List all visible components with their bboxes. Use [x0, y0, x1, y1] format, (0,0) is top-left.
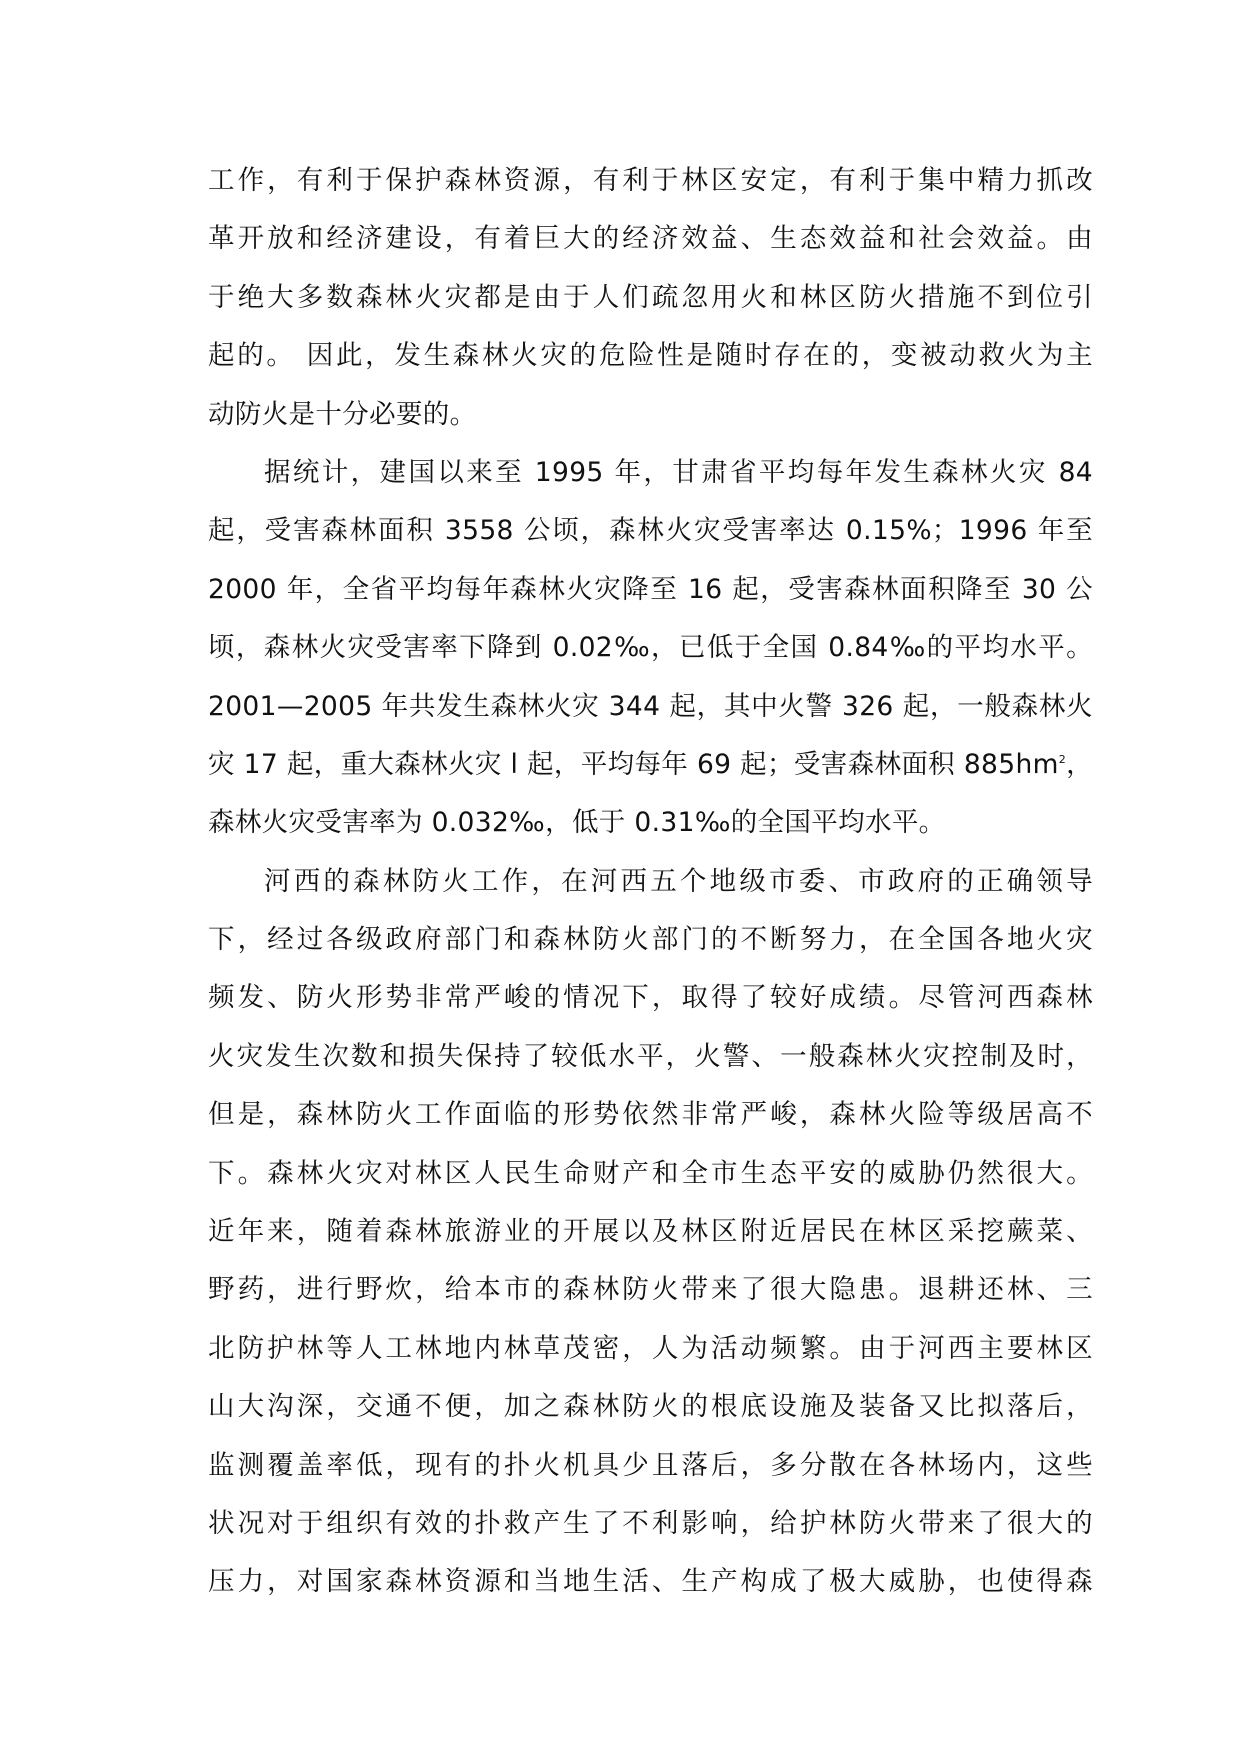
text-line	[208, 1437, 1093, 1495]
text-line-content: 2000 年，全省平均每年森林火灾降至 16 起，受害森林面积降至 30 公	[208, 573, 1093, 605]
text-line-content: 森林火灾受害率为 0.032‰，低于 0.31‰的全国平均水平。	[208, 807, 946, 839]
text-line	[208, 1320, 1093, 1378]
text-line-content: 下，经过各级政府部门和森林防火部门的不断努力，在全国各地火灾	[208, 924, 1093, 956]
text-line-content: 工作，有利于保护森林资源，有利于林区安定，有利于集中精力抓改	[208, 165, 1093, 196]
text-line-content: 北防护林等人工林地内林草茂密，人为活动频繁。由于河西主要林区	[208, 1332, 1093, 1364]
text-line	[208, 502, 1093, 560]
text-line-content: 火灾发生次数和损失保持了较低水平，火警、一般森林火灾控制及时，	[208, 1040, 1093, 1072]
text-line	[208, 619, 1093, 677]
text-line-content: 起，受害森林面积 3558 公顷，森林火灾受害率达 0.15%；1996 年至	[208, 515, 1093, 547]
text-line	[208, 152, 1093, 210]
text-line-content: 近年来，随着森林旅游业的开展以及林区附近居民在林区采挖蕨菜、	[208, 1216, 1093, 1248]
text-line	[208, 1378, 1093, 1436]
text-line-content: 据统计，建国以来至 1995 年，甘肃省平均每年发生森林火灾 84	[264, 456, 1093, 488]
text-line	[208, 269, 1093, 327]
text-line	[208, 561, 1093, 619]
text-line-content: 起的。 因此，发生森林火灾的危险性是随时存在的，变被动救火为主	[208, 340, 1093, 372]
text-line-content: 顷，森林火灾受害率下降到 0.02‰，已低于全国 0.84‰的平均水平。	[208, 632, 1093, 664]
text-line-content: 灾 17 起，重大森林火灾 l 起，平均每年 69 起；受害森林面积 885hm	[208, 748, 1059, 780]
text-line-content: 状况对于组织有效的扑救产生了不利影响，给护林防火带来了很大的	[208, 1507, 1093, 1539]
text-line-content: 监测覆盖率低，现有的扑火机具少且落后，多分散在各林场内，这些	[208, 1449, 1093, 1481]
superscript-unit: 2	[1058, 752, 1067, 766]
text-line	[208, 327, 1093, 385]
document-body-text	[208, 152, 1093, 1612]
text-line	[208, 736, 1093, 794]
text-line	[208, 444, 1093, 502]
text-line	[208, 1086, 1093, 1144]
text-line-content: 河西的森林防火工作，在河西五个地级市委、市政府的正确领导	[264, 865, 1093, 897]
text-line-content: 压力，对国家森林资源和当地生活、生产构成了极大威胁，也使得森	[208, 1566, 1093, 1598]
text-line	[208, 794, 1093, 852]
text-line-tail: ，	[1066, 748, 1093, 780]
text-line	[208, 911, 1093, 969]
text-line	[208, 1553, 1093, 1611]
text-line-content: 于绝大多数森林火灾都是由于人们疏忽用火和林区防火措施不到位引	[208, 281, 1093, 313]
text-line-content: 革开放和经济建设，有着巨大的经济效益、生态效益和社会效益。由	[208, 223, 1093, 255]
text-line-content: 动防火是十分必要的。	[208, 398, 477, 430]
text-line	[208, 386, 1093, 444]
text-line-content: 2001—2005 年共发生森林火灾 344 起，其中火警 326 起，一般森林火	[208, 690, 1093, 722]
text-line	[208, 210, 1093, 268]
text-line-content: 但是，森林防火工作面临的形势依然非常严峻，森林火险等级居高不	[208, 1099, 1093, 1131]
text-line	[208, 678, 1093, 736]
text-line	[208, 1261, 1093, 1319]
text-line	[208, 1203, 1093, 1261]
text-line-content: 山大沟深，交通不便，加之森林防火的根底设施及装备又比拟落后，	[208, 1391, 1093, 1423]
text-line-content: 下。森林火灾对林区人民生命财产和全市生态平安的威胁仍然很大。	[208, 1157, 1093, 1189]
text-line	[208, 1145, 1093, 1203]
text-line-content: 野药，进行野炊，给本市的森林防火带来了很大隐患。退耕还林、三	[208, 1274, 1093, 1306]
text-line	[208, 969, 1093, 1027]
text-line-content: 频发、防火形势非常严峻的情况下，取得了较好成绩。尽管河西森林	[208, 982, 1093, 1014]
text-line	[208, 853, 1093, 911]
text-line	[208, 1495, 1093, 1553]
text-line	[208, 1028, 1093, 1086]
